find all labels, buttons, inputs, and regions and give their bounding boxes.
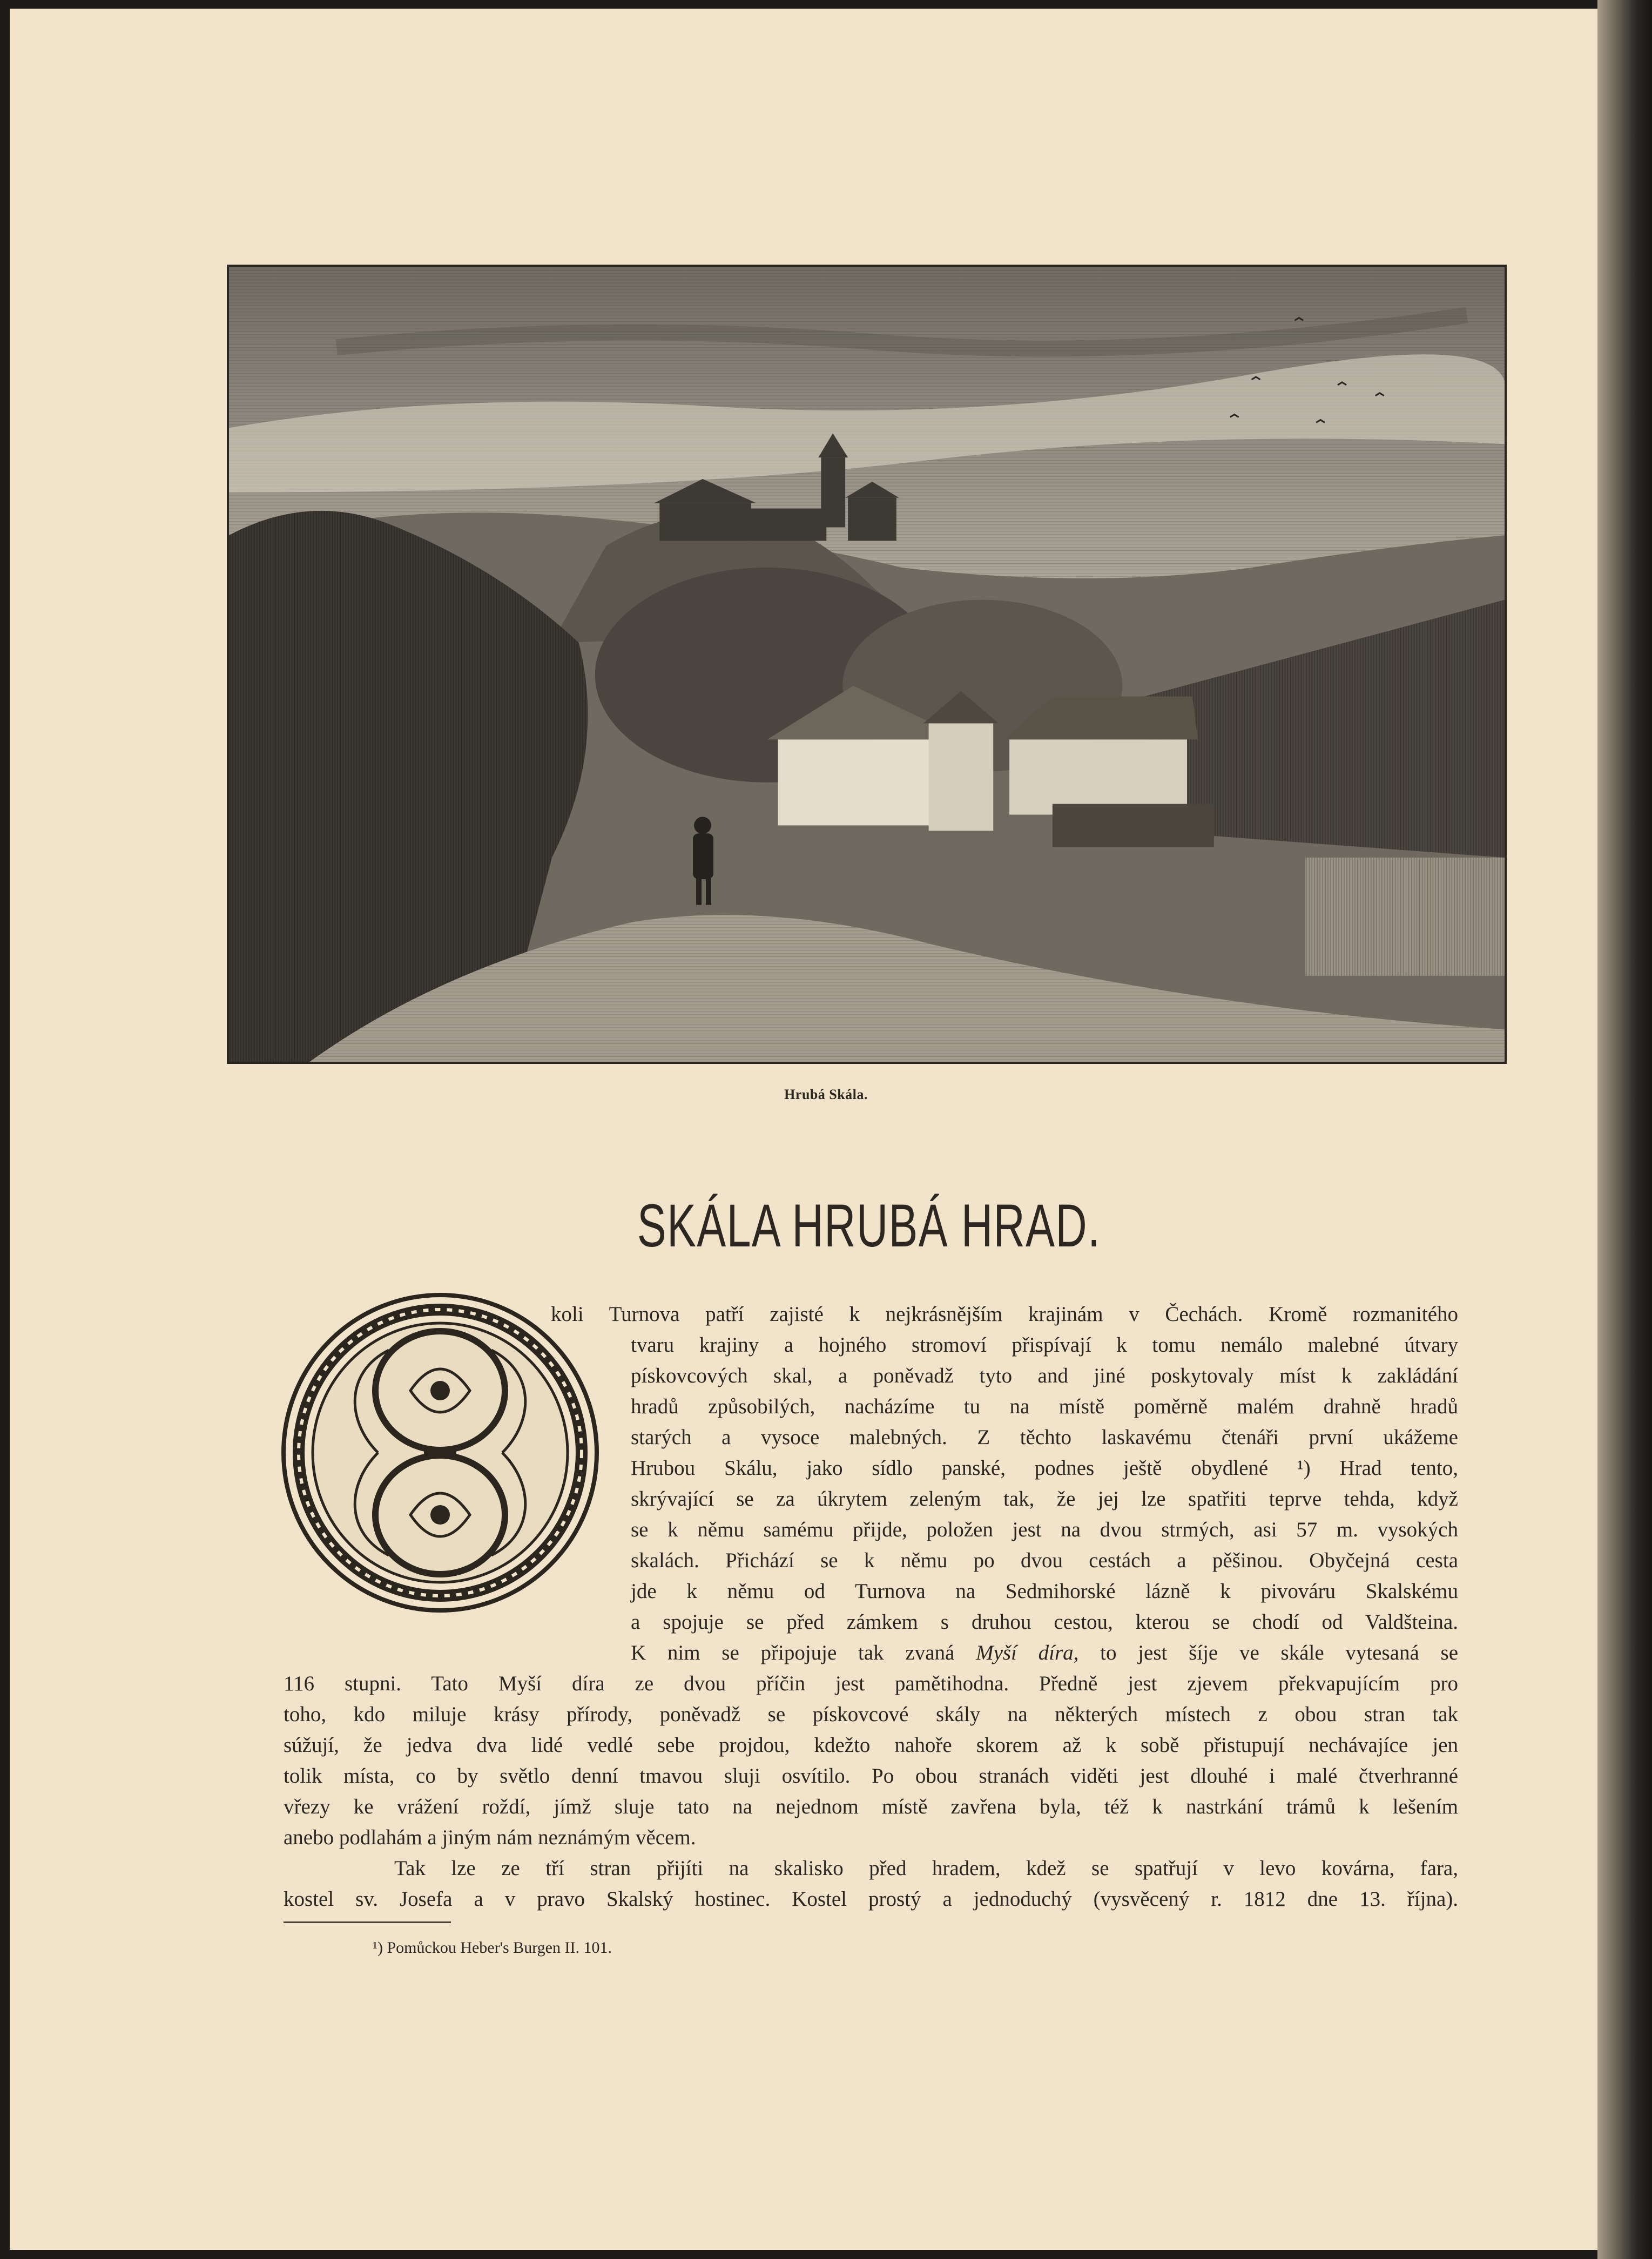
article-title: SKÁLA HRUBÁ HRAD. [637,1192,1101,1259]
body-line: Hrubou Skálu, jako sídlo panské, podnes ještě obydlené ¹) Hrad tento, [631,1456,1458,1480]
body-line: súžují, že jedva dva lidé vedlé sebe projdou, kdežto nahoře skorem až k sobě přistupují nechávajíce jen [284,1734,1458,1757]
body-line-with-italic: K nim se připojuje tak zvaná Myší díra, to jest šíje ve skále vytesaná se [631,1641,1459,1664]
footnote-rule [284,1921,451,1923]
body-line: pískovcových skal, a poněvadž tyto and jiné poskytovaly míst k zakládání [631,1364,1458,1387]
body-line: skalách. Přichází se k němu po dvou cestách a pěšinou. Obyčejná cesta [631,1549,1458,1572]
body-line: toho, kdo miluje krásy přírody, poněvadž se pískovcové skály na některých místech z obou stran tak [284,1703,1458,1726]
body-line: kostel sv. Josefa a v pravo Skalský hostinec. Kostel prostý a jednoduchý (vysvěcený r. 1812 dne 13. října). [284,1887,1458,1911]
body-line: jde k němu od Turnova na Sedmihorské lázně k pivováru Skalskému [631,1580,1458,1603]
body-line: Tak lze ze tří stran přijíti na skalisko před hradem, kdež se spatřují v levo kovárna, fara, [394,1857,1458,1880]
body-line: anebo podlahám a jiným nám neznámým věcem. [284,1826,696,1849]
body-line: skrývající se za úkrytem zeleným tak, že jej lze spatřiti teprve tehda, když [631,1487,1458,1511]
footnote: ¹) Pomůckou Heber's Burgen II. 101. [373,1939,612,1957]
body-line: a spojuje se před zámkem s druhou cestou, kterou se chodí od Valdšteina. [631,1610,1458,1634]
engraving-illustration [227,265,1507,1064]
illustration-caption: Hrubá Skála. [784,1087,868,1102]
book-gutter [1597,0,1652,2259]
body-line: hradů způsobilých, nacházíme tu na místě poměrně malém drahně hradů [631,1395,1458,1418]
body-line: tvaru krajiny a hojného stromoví přispívají k tomu nemálo malebné útvary [631,1333,1458,1357]
body-line: koli Turnova patří zajisté k nejkrásnějším krajinám v Čechách. Kromě rozmanitého [551,1303,1458,1326]
body-line: vřezy ke vrážení roždí, jímž sluje tato na nejednom místě zavřena byla, též k nastrkání trámů k lešením [284,1795,1458,1818]
body-line: 116 stupni. Tato Myší díra ze dvou příčin jest pamětihodna. Předně jest zjevem překvapujícím pro [284,1672,1458,1695]
body-line: starých a vysoce malebných. Z těchto laskavému čtenáři první ukážeme [631,1426,1458,1449]
body-line: tolik místa, co by světlo denní tmavou sluji osvítilo. Po obou stranách viděti jest dlouhé i malé čtverhranné [284,1764,1458,1788]
body-line: se k němu samému přijde, položen jest na dvou strmých, asi 57 m. vysokých [631,1518,1458,1541]
ornamental-initial-o [281,1291,599,1615]
